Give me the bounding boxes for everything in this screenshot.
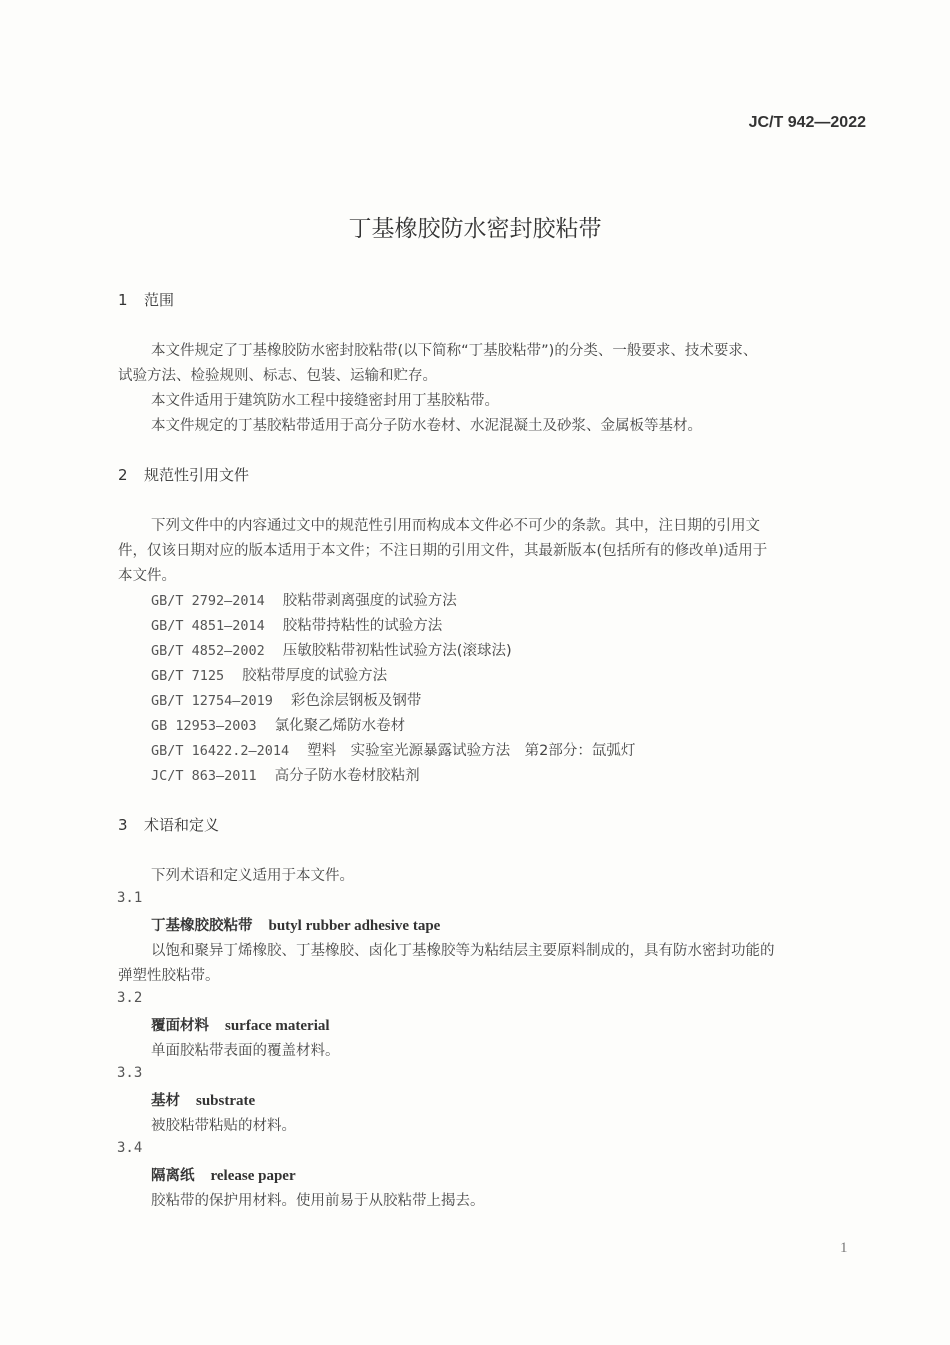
reference-item [151, 689, 421, 710]
reference-code: GB/T 7125 [151, 668, 225, 684]
reference-title: 胶粘带厚度的试验方法 [242, 668, 388, 684]
section-number: 1 [118, 291, 128, 309]
section-heading-terms [118, 814, 219, 835]
reference-item [151, 639, 512, 660]
reference-title: 彩色涂层钢板及钢带 [290, 693, 422, 709]
term-number: 3.4 [117, 1140, 143, 1156]
term-name-zh: 覆面材料 [151, 1018, 209, 1034]
term-definition: 被胶粘带粘贴的材料。 [151, 1118, 296, 1134]
term-name-zh: 丁基橡胶胶粘带 [151, 918, 253, 934]
reference-code: JC/T 863—2011 [151, 768, 257, 784]
term-entry [151, 1014, 330, 1035]
reference-item [151, 614, 442, 635]
reference-item [151, 714, 405, 735]
term-entry [151, 1089, 255, 1110]
reference-code: GB/T 16422.2—2014 [151, 743, 290, 759]
term-name-en: release paper [210, 1168, 296, 1184]
reference-code: GB/T 2792—2014 [151, 593, 265, 609]
reference-item [151, 739, 635, 760]
term-definition-line-2: 弹塑性胶粘带。 [118, 968, 220, 984]
section-heading-normative-refs [118, 464, 249, 485]
terms-intro: 下列术语和定义适用于本文件。 [151, 868, 354, 884]
reference-title: 压敏胶粘带初粘性试验方法(滚球法) [282, 643, 512, 659]
term-entry [151, 914, 440, 935]
reference-code: GB/T 12754—2019 [151, 693, 273, 709]
refs-intro-line-2: 件，仅该日期对应的版本适用于本文件；不注日期的引用文件，其最新版本(包括所有的修改单)适用于 [118, 543, 768, 559]
term-name-en: butyl rubber adhesive tape [268, 918, 441, 934]
term-definition: 胶粘带的保护用材料。使用前易于从胶粘带上揭去。 [151, 1193, 485, 1209]
term-name-en: surface material [225, 1018, 330, 1034]
reference-item [151, 664, 387, 685]
section-title: 范围 [144, 291, 175, 309]
reference-code: GB/T 4851—2014 [151, 618, 265, 634]
term-number: 3.3 [117, 1065, 143, 1081]
section-title: 术语和定义 [144, 816, 220, 834]
term-name-en: substrate [196, 1093, 256, 1109]
term-entry [151, 1164, 296, 1185]
standard-code: JC/T 942—2022 [748, 114, 866, 131]
reference-title: 塑料 实验室光源暴露试验方法 第2部分：氙弧灯 [307, 743, 636, 759]
scope-paragraph-3: 本文件规定的丁基胶粘带适用于高分子防水卷材、水泥混凝土及砂浆、金属板等基材。 [151, 418, 702, 434]
refs-intro-line-1: 下列文件中的内容通过文中的规范性引用而构成本文件必不可少的条款。其中，注日期的引用文 [151, 518, 760, 534]
term-name-zh: 基材 [151, 1093, 180, 1109]
reference-item [151, 589, 457, 610]
term-definition: 单面胶粘带表面的覆盖材料。 [151, 1043, 340, 1059]
refs-intro-line-3: 本文件。 [118, 568, 176, 584]
reference-title: 高分子防水卷材胶粘剂 [274, 768, 420, 784]
reference-code: GB/T 4852—2002 [151, 643, 265, 659]
term-definition-line-1: 以饱和聚异丁烯橡胶、丁基橡胶、卤化丁基橡胶等为粘结层主要原料制成的，具有防水密封功能的 [151, 943, 775, 959]
section-number: 2 [118, 466, 128, 484]
term-number: 3.2 [117, 990, 143, 1006]
reference-code: GB 12953—2003 [151, 718, 257, 734]
scope-paragraph-1-line-1: 本文件规定了丁基橡胶防水密封胶粘带(以下简称“丁基胶粘带”)的分类、一般要求、技术要求、 [151, 343, 758, 359]
reference-title: 胶粘带剥离强度的试验方法 [282, 593, 457, 609]
term-name-zh: 隔离纸 [151, 1168, 195, 1184]
reference-title: 胶粘带持粘性的试验方法 [282, 618, 443, 634]
document-title: 丁基橡胶防水密封胶粘带 [348, 216, 602, 242]
page-number: 1 [840, 1240, 848, 1256]
reference-item [151, 764, 420, 785]
section-heading-scope [118, 289, 174, 310]
section-number: 3 [118, 816, 128, 834]
section-title: 规范性引用文件 [144, 466, 250, 484]
term-number: 3.1 [117, 890, 143, 906]
scope-paragraph-1-line-2: 试验方法、检验规则、标志、包装、运输和贮存。 [118, 368, 437, 384]
reference-title: 氯化聚乙烯防水卷材 [274, 718, 406, 734]
scope-paragraph-2: 本文件适用于建筑防水工程中接缝密封用丁基胶粘带。 [151, 393, 499, 409]
